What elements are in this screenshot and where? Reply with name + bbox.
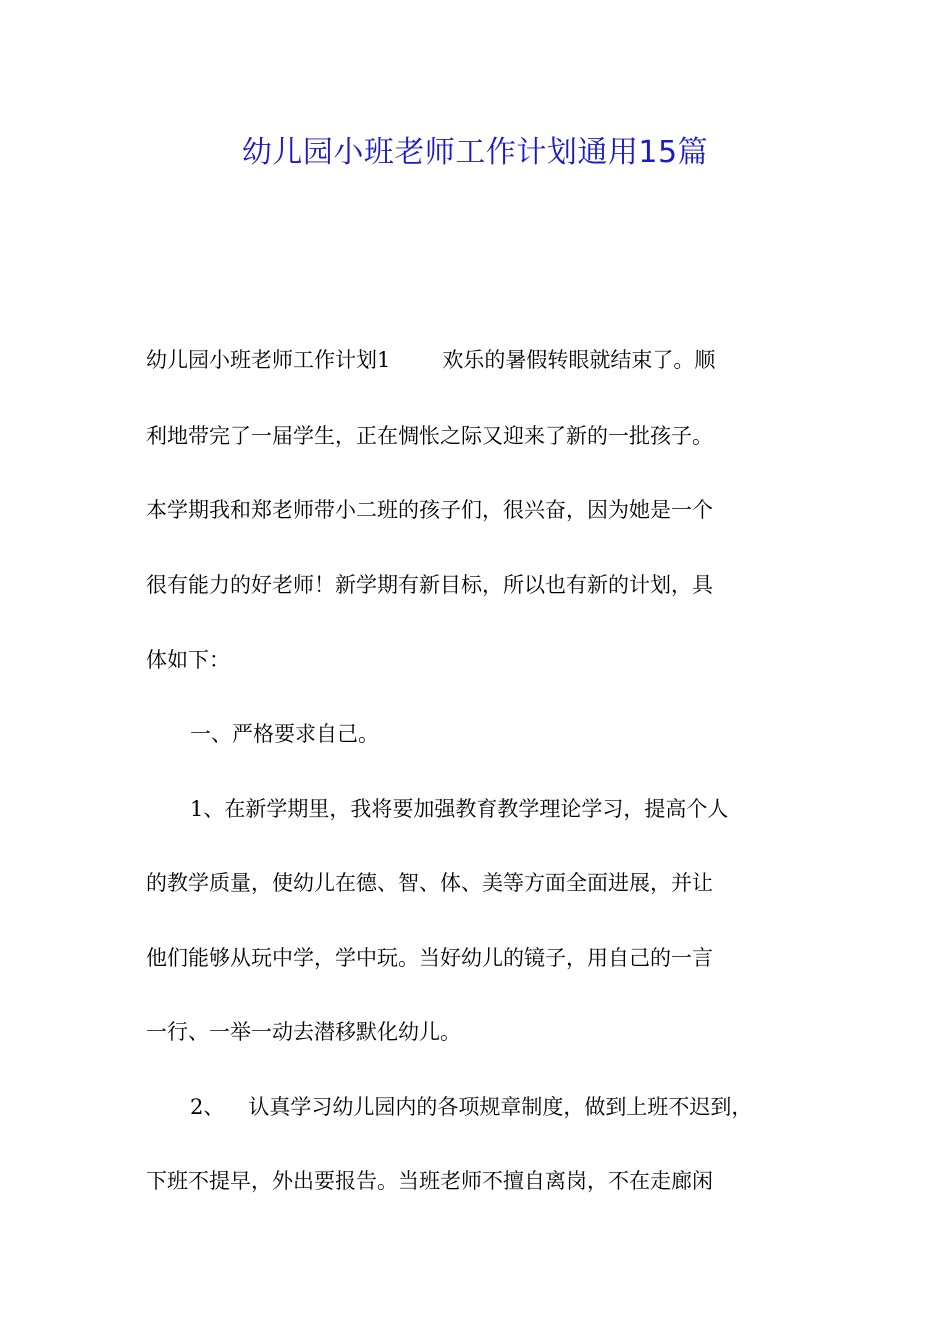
text-line-4: 很有能力的好老师！新学期有新目标，所以也有新的计划，具 xyxy=(146,573,713,597)
text-line-10: 一行、一举一动去潜移默化幼儿。 xyxy=(146,1020,461,1044)
text-line-2: 利地带完了一届学生，正在惆怅之际又迎来了新的一批孩子。 xyxy=(146,424,713,448)
text-line-11 xyxy=(190,1087,752,1127)
text-line-11-rest: 认真学习幼儿园内的各项规章制度，做到上班不迟到， xyxy=(248,1095,753,1119)
text-line-8: 的教学质量，使幼儿在德、智、体、美等方面全面进展，并让 xyxy=(146,871,713,895)
text-line-12: 下班不提早，外出要报告。当班老师不擅自离岗，不在走廊闲 xyxy=(146,1169,713,1193)
subheading-1: 一、严格要求自己。 xyxy=(190,722,379,746)
text-line-1-rest: 欢乐的暑假转眼就结束了。顺 xyxy=(442,348,716,372)
section-heading: 幼儿园小班老师工作计划1 xyxy=(146,348,391,372)
text-line-1 xyxy=(146,340,715,380)
document-title: 幼儿园小班老师工作计划通用15篇 xyxy=(241,135,709,170)
text-line-7: 1、在新学期里，我将要加强教育教学理论学习，提高个人 xyxy=(190,797,729,821)
text-line-5: 体如下： xyxy=(146,648,230,672)
item-number: 2、 xyxy=(190,1095,225,1119)
text-line-9: 他们能够从玩中学，学中玩。当好幼儿的镜子，用自己的一言 xyxy=(146,946,713,970)
text-line-3: 本学期我和郑老师带小二班的孩子们，很兴奋，因为她是一个 xyxy=(146,498,713,522)
